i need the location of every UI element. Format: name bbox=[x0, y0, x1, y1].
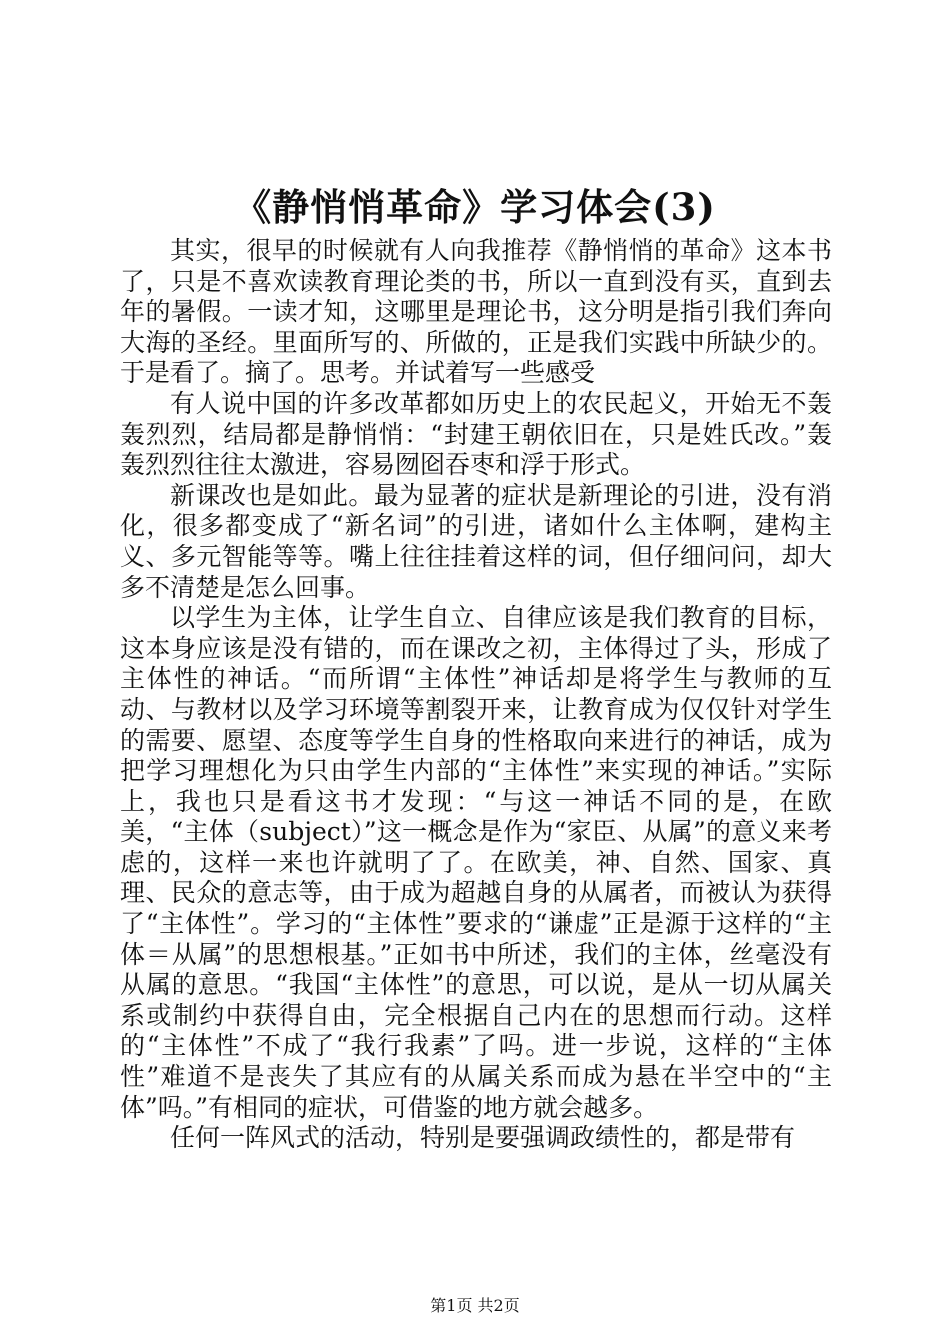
paragraph: 有人说中国的许多改革都如历史上的农民起义，开始无不轰轰烈烈，结局都是静悄悄：“封建王朝依旧在，只是姓氏改。”轰轰烈烈往往太激进，容易囫囵吞枣和浮于形式。 bbox=[120, 388, 832, 480]
paragraph: 新课改也是如此。最为显著的症状是新理论的引进，没有消化，很多都变成了“新名词”的引进，诸如什么主体啊，建构主义、多元智能等等。嘴上往往挂着这样的词，但仔细问问，却大多不清楚是怎么回事。 bbox=[120, 480, 832, 602]
page-footer: 第1页 共2页 bbox=[430, 1296, 520, 1315]
document-body bbox=[120, 236, 832, 1154]
paragraph: 以学生为主体，让学生自立、自律应该是我们教育的目标，这本身应该是没有错的，而在课改之初，主体得过了头，形成了主体性的神话。“而所谓“主体性”神话却是将学生与教师的互动、与教材以及学习环境等割裂开来，让教育成为仅仅针对学生的需要、愿望、态度等学生自身的性格取向来进行的神话，成为把学习理想化为只由学生内部的“主体性”来实现的神话。”实际上，我也只是看这书才发现：“与这一神话不同的是，在欧美，“主体（subject）”这一概念是作为“家臣、从属”的意义来考虑的，这样一来也许就明了了。在欧美，神、自然、国家、真理、民众的意志等，由于成为超越自身的从属者，而被认为获得了“主体性”。学习的“主体性”要求的“谦虚”正是源于这样的“主体＝从属”的思想根基。”正如书中所述，我们的主体，丝毫没有从属的意思。“我国“主体性”的意思，可以说，是从一切从属关系或制约中获得自由，完全根据自己内在的思想而行动。这样的“主体性”不成了“我行我素”了吗。进一步说，这样的“主体性”难道不是丧失了其应有的从属关系而成为悬在半空中的“主体”吗。”有相同的症状，可借鉴的地方就会越多。 bbox=[120, 603, 832, 1122]
document-title: 《静悄悄革命》学习体会(3) bbox=[234, 185, 716, 229]
paragraph: 其实，很早的时候就有人向我推荐《静悄悄的革命》这本书了，只是不喜欢读教育理论类的书，所以一直到没有买，直到去年的暑假。一读才知，这哪里是理论书，这分明是指引我们奔向大海的圣经。里面所写的、所做的，正是我们实践中所缺少的。于是看了。摘了。思考。并试着写一些感受 bbox=[120, 236, 832, 388]
paragraph: 任何一阵风式的活动，特别是要强调政绩性的，都是带有 bbox=[170, 1123, 796, 1153]
